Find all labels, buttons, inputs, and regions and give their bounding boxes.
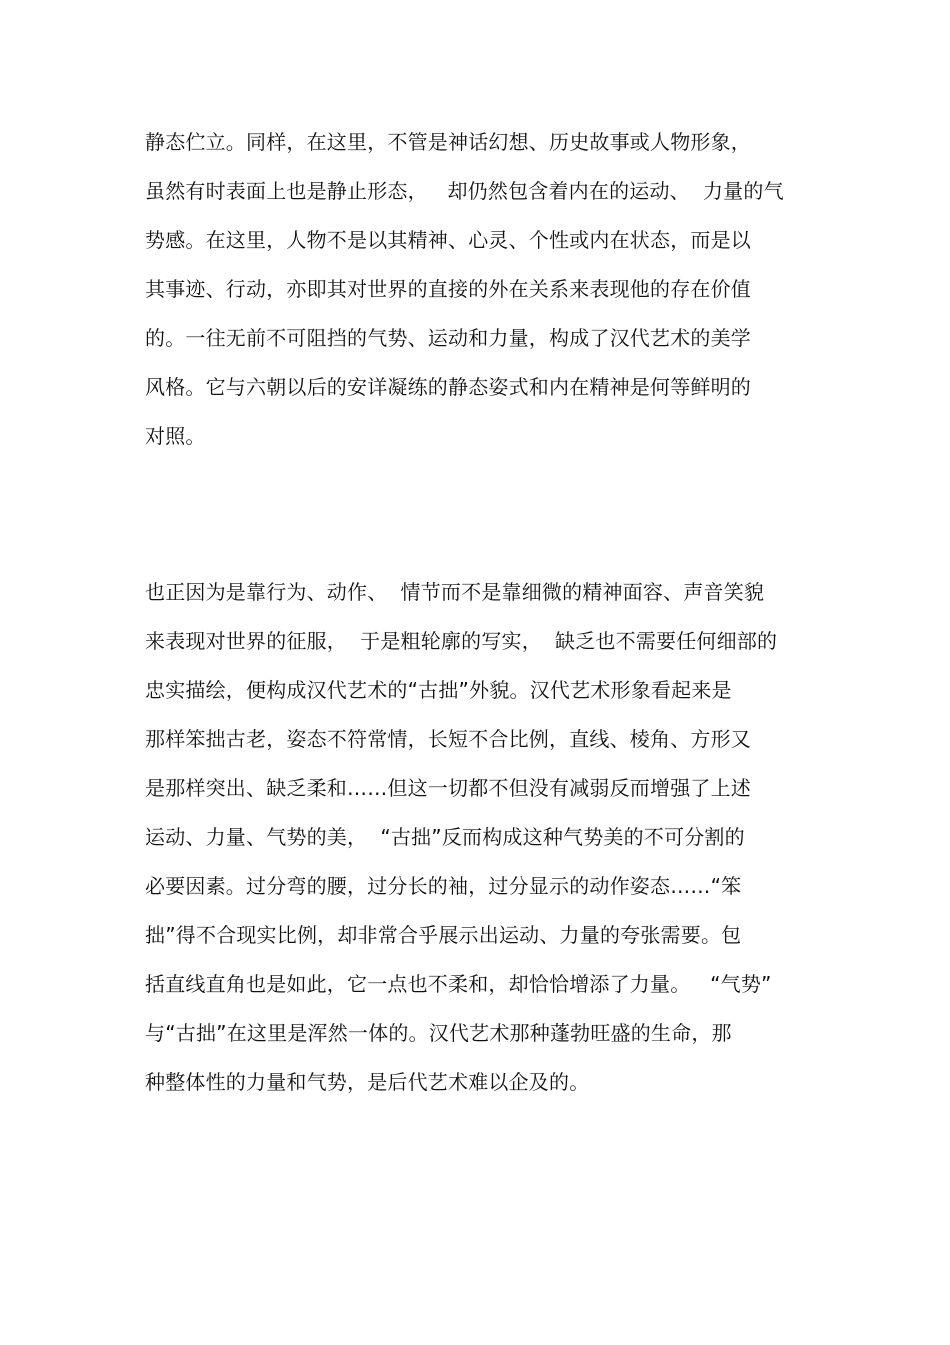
- text-line: 与“古拙”在这里是浑然一体的。汉代艺术那种蓬勃旺盛的生命，那: [145, 1021, 732, 1045]
- text-line: 忠实描绘，便构成汉代艺术的“古拙”外貌。汉代艺术形象看起来是: [145, 678, 732, 702]
- text-line: 种整体性的力量和气势，是后代艺术难以企及的。: [145, 1070, 590, 1094]
- text-line: 括直线直角也是如此，它一点也不柔和，却恰恰增添了力量。 “气势”: [145, 972, 772, 996]
- text-line: 来表现对世界的征服， 于是粗轮廓的写实， 缺乏也不需要任何细部的: [145, 629, 778, 653]
- text-line: 虽然有时表面上也是静止形态， 却仍然包含着内在的运动、 力量的气: [145, 179, 784, 203]
- text-line: 运动、力量、气势的美， “古拙”反而构成这种气势美的不可分割的: [145, 825, 745, 849]
- text-line: 也正因为是靠行为、动作、 情节而不是靠细微的精神面容、声音笑貌: [145, 580, 765, 604]
- text-line: 其事迹、行动，亦即其对世界的直接的外在关系来表现他的存在价值: [145, 277, 751, 301]
- text-line: 必要因素。过分弯的腰，过分长的袖，过分显示的动作姿态……“笨: [145, 874, 742, 898]
- paragraph-2: [145, 574, 845, 1113]
- text-line: 势感。在这里，人物不是以其精神、心灵、个性或内在状态，而是以: [145, 228, 751, 252]
- paragraph-1: [145, 124, 845, 467]
- text-line: 拙”得不合现实比例，却非常合乎展示出运动、力量的夸张需要。包: [145, 923, 742, 947]
- text-line: 是那样突出、缺乏柔和……但这一切都不但没有减弱反而增强了上述: [145, 776, 751, 800]
- text-line: 的。一往无前不可阻挡的气势、运动和力量，构成了汉代艺术的美学: [145, 326, 751, 350]
- text-line: 静态伫立。同样，在这里，不管是神话幻想、历史故事或人物形象，: [145, 130, 751, 154]
- text-line: 风格。它与六朝以后的安详凝练的静态姿式和内在精神是何等鲜明的: [145, 375, 751, 399]
- text-line: 对照。: [145, 424, 206, 448]
- text-line: 那样笨拙古老，姿态不符常情，长短不合比例，直线、棱角、方形又: [145, 727, 751, 751]
